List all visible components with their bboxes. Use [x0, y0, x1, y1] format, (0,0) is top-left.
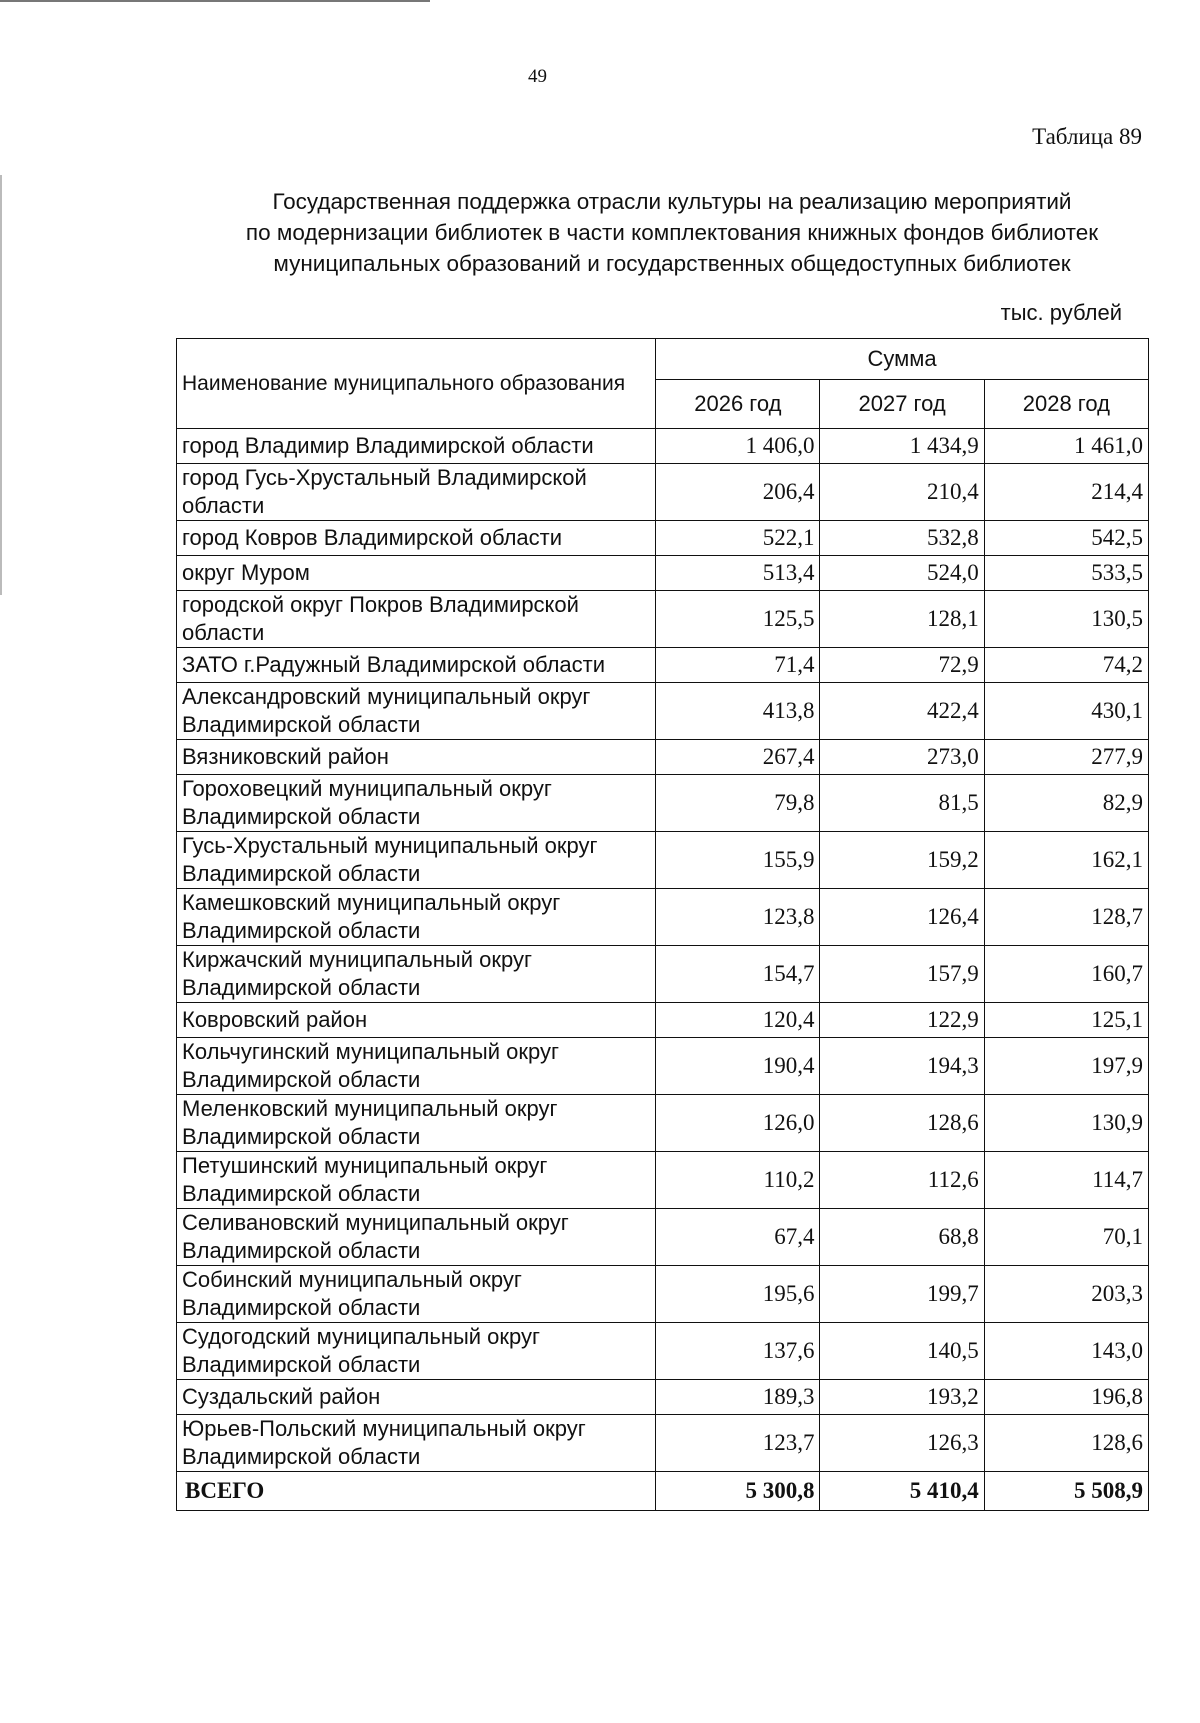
row-value: 542,5 — [984, 521, 1148, 556]
header-year: 2027 год — [820, 380, 984, 429]
header-name: Наименование муниципального образования — [177, 339, 656, 429]
row-value: 68,8 — [820, 1209, 984, 1266]
table-row — [177, 832, 1149, 889]
row-value: 70,1 — [984, 1209, 1148, 1266]
row-value: 513,4 — [656, 556, 820, 591]
document-title — [172, 186, 1172, 279]
table-row — [177, 591, 1149, 648]
row-value: 126,3 — [820, 1415, 984, 1472]
row-value: 155,9 — [656, 832, 820, 889]
row-value: 126,0 — [656, 1095, 820, 1152]
table-row — [177, 521, 1149, 556]
row-value: 214,4 — [984, 464, 1148, 521]
table-row — [177, 683, 1149, 740]
row-value: 160,7 — [984, 946, 1148, 1003]
table-row — [177, 1038, 1149, 1095]
row-value: 190,4 — [656, 1038, 820, 1095]
row-name: Юрьев-Польский муниципальный округ Владимирской области — [177, 1415, 656, 1472]
table-row — [177, 464, 1149, 521]
row-value: 273,0 — [820, 740, 984, 775]
table-row — [177, 648, 1149, 683]
row-value: 277,9 — [984, 740, 1148, 775]
total-row — [177, 1472, 1149, 1511]
row-name: город Ковров Владимирской области — [177, 521, 656, 556]
row-value: 422,4 — [820, 683, 984, 740]
row-name: Петушинский муниципальный округ Владимирской области — [177, 1152, 656, 1209]
row-value: 189,3 — [656, 1380, 820, 1415]
row-name: Суздальский район — [177, 1380, 656, 1415]
row-value: 196,8 — [984, 1380, 1148, 1415]
row-value: 157,9 — [820, 946, 984, 1003]
row-value: 194,3 — [820, 1038, 984, 1095]
row-value: 123,7 — [656, 1415, 820, 1472]
header-year: 2026 год — [656, 380, 820, 429]
title-line: по модернизации библиотек в части комплектования книжных фондов библиотек — [245, 220, 1099, 245]
table-row — [177, 775, 1149, 832]
table-row — [177, 1003, 1149, 1038]
row-name: городской округ Покров Владимирской области — [177, 591, 656, 648]
row-name: Судогодский муниципальный округ Владимирской области — [177, 1323, 656, 1380]
row-value: 120,4 — [656, 1003, 820, 1038]
row-value: 533,5 — [984, 556, 1148, 591]
title-line: муниципальных образований и государственных общедоступных библиотек — [273, 251, 1071, 276]
row-value: 524,0 — [820, 556, 984, 591]
scan-artifact-edge — [0, 175, 2, 595]
table-row — [177, 1095, 1149, 1152]
table-row — [177, 1152, 1149, 1209]
row-value: 130,9 — [984, 1095, 1148, 1152]
row-value: 430,1 — [984, 683, 1148, 740]
total-label: ВСЕГО — [177, 1472, 656, 1511]
table-row — [177, 429, 1149, 464]
row-name: Киржачский муниципальный округ Владимирской области — [177, 946, 656, 1003]
row-value: 413,8 — [656, 683, 820, 740]
row-value: 159,2 — [820, 832, 984, 889]
header-sum: Сумма — [656, 339, 1149, 380]
row-value: 532,8 — [820, 521, 984, 556]
table-row — [177, 1209, 1149, 1266]
table-row — [177, 1380, 1149, 1415]
row-value: 1 434,9 — [820, 429, 984, 464]
page-number: 49 — [528, 66, 547, 87]
row-value: 123,8 — [656, 889, 820, 946]
row-value: 193,2 — [820, 1380, 984, 1415]
table-row — [177, 946, 1149, 1003]
row-value: 125,5 — [656, 591, 820, 648]
row-name: Гусь-Хрустальный муниципальный округ Владимирской области — [177, 832, 656, 889]
table-row — [177, 889, 1149, 946]
row-name: город Владимир Владимирской области — [177, 429, 656, 464]
table-row — [177, 1323, 1149, 1380]
row-value: 210,4 — [820, 464, 984, 521]
row-value: 71,4 — [656, 648, 820, 683]
row-value: 112,6 — [820, 1152, 984, 1209]
row-value: 206,4 — [656, 464, 820, 521]
row-name: Ковровский район — [177, 1003, 656, 1038]
row-value: 143,0 — [984, 1323, 1148, 1380]
row-value: 162,1 — [984, 832, 1148, 889]
table-row — [177, 556, 1149, 591]
row-value: 140,5 — [820, 1323, 984, 1380]
table-label: Таблица 89 — [1032, 124, 1142, 149]
row-value: 72,9 — [820, 648, 984, 683]
row-value: 154,7 — [656, 946, 820, 1003]
row-value: 267,4 — [656, 740, 820, 775]
row-value: 197,9 — [984, 1038, 1148, 1095]
row-value: 128,6 — [820, 1095, 984, 1152]
units-label: тыс. рублей — [1000, 300, 1122, 325]
table-row — [177, 1415, 1149, 1472]
row-value: 195,6 — [656, 1266, 820, 1323]
row-value: 1 461,0 — [984, 429, 1148, 464]
row-value: 122,9 — [820, 1003, 984, 1038]
row-name: ЗАТО г.Радужный Владимирской области — [177, 648, 656, 683]
row-value: 79,8 — [656, 775, 820, 832]
data-table — [176, 338, 1149, 1511]
row-value: 67,4 — [656, 1209, 820, 1266]
row-value: 125,1 — [984, 1003, 1148, 1038]
row-value: 1 406,0 — [656, 429, 820, 464]
row-value: 203,3 — [984, 1266, 1148, 1323]
scan-artifact-line — [0, 0, 430, 2]
row-value: 128,1 — [820, 591, 984, 648]
row-name: город Гусь-Хрустальный Владимирской области — [177, 464, 656, 521]
row-value: 114,7 — [984, 1152, 1148, 1209]
row-value: 74,2 — [984, 648, 1148, 683]
row-name: округ Муром — [177, 556, 656, 591]
row-value: 199,7 — [820, 1266, 984, 1323]
row-name: Александровский муниципальный округ Владимирской области — [177, 683, 656, 740]
row-value: 130,5 — [984, 591, 1148, 648]
row-value: 110,2 — [656, 1152, 820, 1209]
row-value: 137,6 — [656, 1323, 820, 1380]
row-value: 82,9 — [984, 775, 1148, 832]
title-line: Государственная поддержка отрасли культуры на реализацию мероприятий — [272, 189, 1072, 214]
total-value: 5 508,9 — [984, 1472, 1148, 1511]
total-value: 5 300,8 — [656, 1472, 820, 1511]
total-value: 5 410,4 — [820, 1472, 984, 1511]
row-name: Меленковский муниципальный округ Владимирской области — [177, 1095, 656, 1152]
row-name: Вязниковский район — [177, 740, 656, 775]
row-name: Гороховецкий муниципальный округ Владимирской области — [177, 775, 656, 832]
row-name: Кольчугинский муниципальный округ Владимирской области — [177, 1038, 656, 1095]
row-value: 522,1 — [656, 521, 820, 556]
row-name: Селивановский муниципальный округ Владимирской области — [177, 1209, 656, 1266]
row-value: 81,5 — [820, 775, 984, 832]
row-name: Собинский муниципальный округ Владимирской области — [177, 1266, 656, 1323]
row-name: Камешковский муниципальный округ Владимирской области — [177, 889, 656, 946]
table-row — [177, 740, 1149, 775]
row-value: 126,4 — [820, 889, 984, 946]
table-row — [177, 1266, 1149, 1323]
header-year: 2028 год — [984, 380, 1148, 429]
row-value: 128,6 — [984, 1415, 1148, 1472]
row-value: 128,7 — [984, 889, 1148, 946]
